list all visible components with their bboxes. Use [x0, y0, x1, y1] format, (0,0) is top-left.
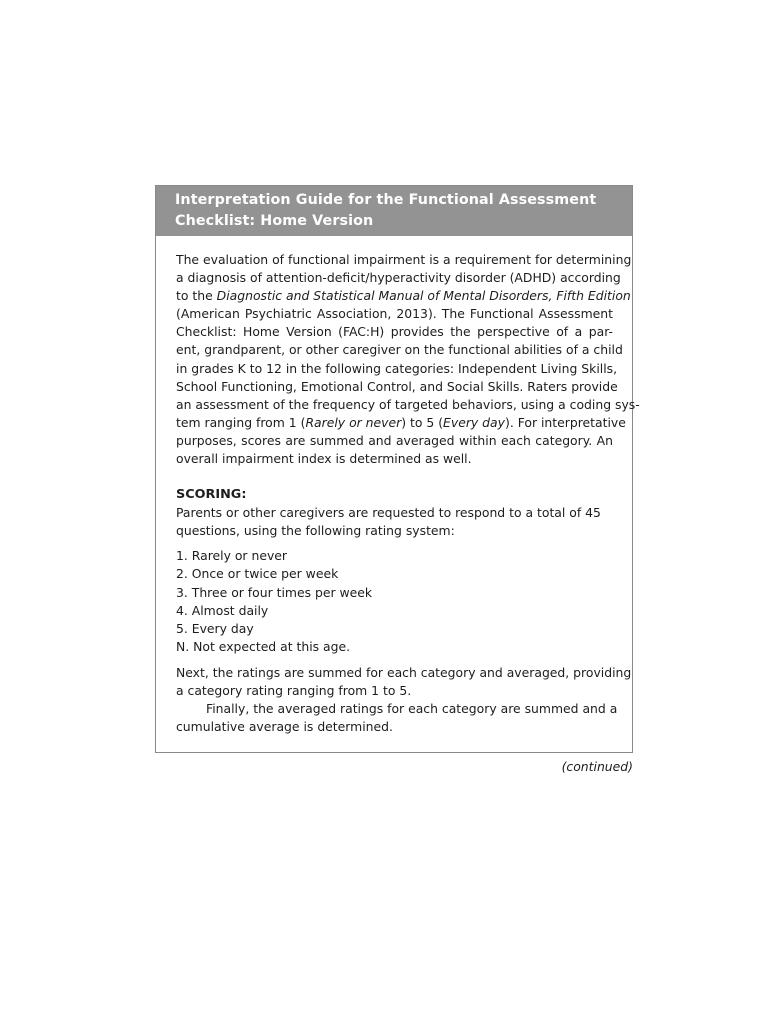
scoring-line: questions, using the following rating system:	[176, 523, 455, 539]
rating-item: 1. Rarely or never	[176, 548, 287, 564]
intro-line: purposes, scores are summed and averaged within each category. An	[176, 432, 613, 448]
scoring-heading: SCORING:	[176, 487, 247, 503]
rating-item: N. Not expected at this age.	[176, 638, 351, 654]
summary-paragraph	[176, 664, 632, 736]
rating-item: 2. Once or twice per week	[176, 566, 339, 582]
intro-line: overall impairment index is determined as well.	[176, 451, 472, 467]
scoring-intro	[176, 504, 613, 540]
intro-line: to the Diagnostic and Statistical Manual of Mental Disorders, Fifth Edition	[176, 288, 631, 304]
box-title-line-1: Interpretation Guide for the Functional Assessment	[175, 192, 597, 208]
intro-line: tem ranging from 1 (Rarely or never) to 5 (Every day). For interpretative	[176, 414, 626, 430]
summary-line: Finally, the averaged ratings for each category are summed and a	[206, 701, 618, 717]
rating-item: 4. Almost daily	[176, 602, 269, 618]
continued-label: (continued)	[561, 759, 633, 774]
scoring-line: Parents or other caregivers are requested to respond to a total of 45	[176, 505, 601, 521]
summary-line: cumulative average is determined.	[176, 719, 393, 735]
intro-line: The evaluation of functional impairment is a requirement for determining	[176, 252, 632, 267]
intro-line: (American Psychiatric Association, 2013). The Functional Assessment	[176, 306, 613, 322]
interpretation-guide-box	[155, 185, 640, 753]
rating-item: 3. Three or four times per week	[176, 584, 373, 600]
box-title-line-2: Checklist: Home Version	[175, 213, 374, 229]
rating-item: 5. Every day	[176, 620, 254, 636]
intro-line: Checklist: Home Version (FAC:H) provides the perspective of a par-	[176, 324, 613, 340]
rating-list	[176, 547, 613, 656]
intro-line: a diagnosis of attention-deficit/hyperactivity disorder (ADHD) according	[176, 270, 621, 286]
summary-line: a category rating ranging from 1 to 5.	[176, 682, 412, 698]
intro-paragraph	[176, 251, 640, 468]
intro-line: in grades K to 12 in the following categories: Independent Living Skills,	[176, 360, 618, 376]
dsm-title: Diagnostic and Statistical Manual of Mental Disorders, Fifth Edition	[216, 288, 631, 304]
intro-line: an assessment of the frequency of targeted behaviors, using a coding sys-	[176, 396, 640, 412]
box-header	[156, 186, 632, 236]
intro-line: School Functioning, Emotional Control, and Social Skills. Raters provide	[176, 378, 618, 394]
box-body	[156, 236, 640, 736]
intro-line: ent, grandparent, or other caregiver on the functional abilities of a child	[176, 342, 623, 358]
summary-line: Next, the ratings are summed for each category and averaged, providing	[176, 664, 632, 680]
